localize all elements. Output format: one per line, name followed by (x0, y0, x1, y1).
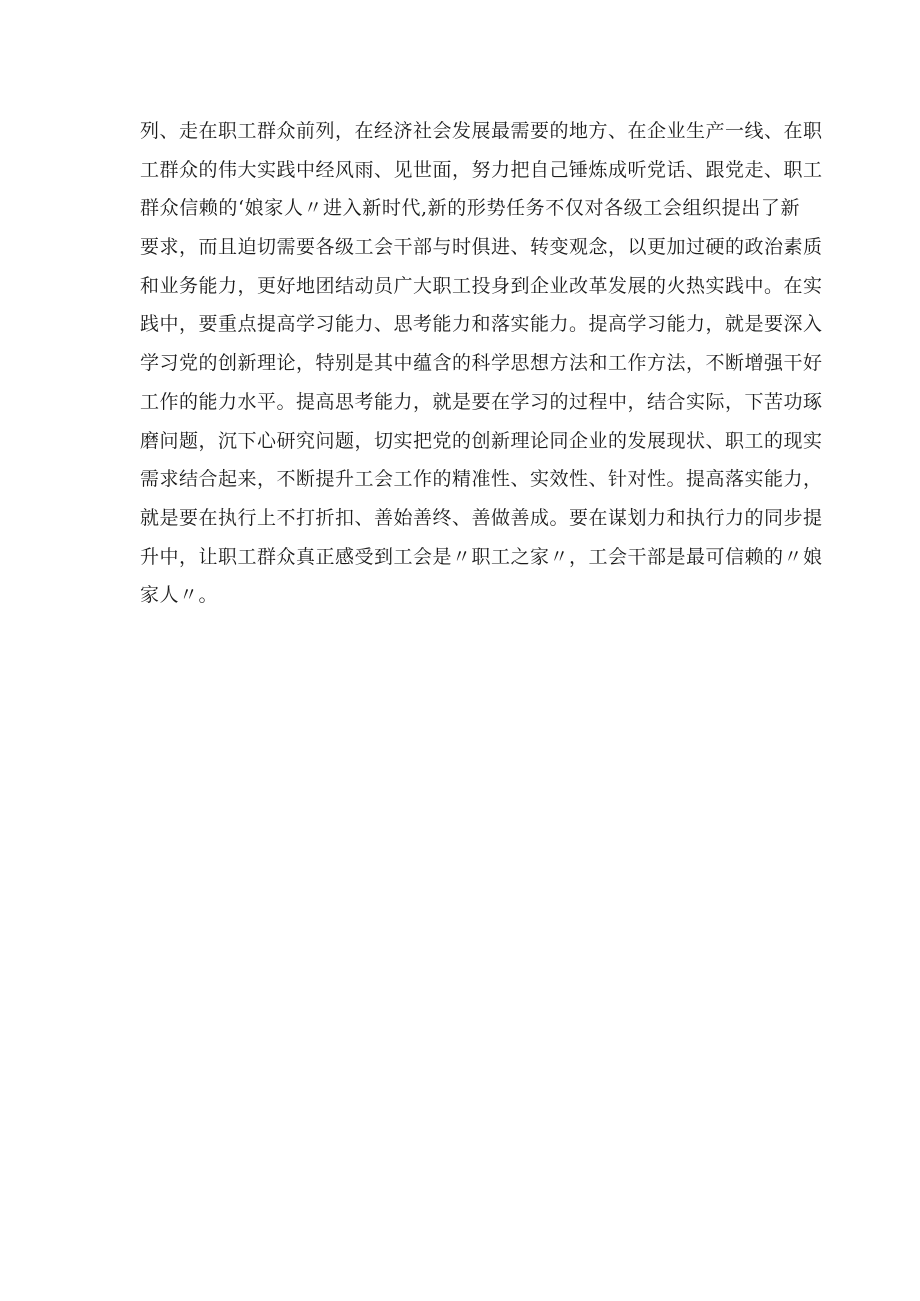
paragraph-line: 工作的能力水平。提高思考能力，就是要在学习的过程中，结合实际，下苦功琢 (140, 390, 823, 413)
body-paragraph (140, 112, 823, 615)
paragraph-line: 升中，让职工群众真正感受到工会是〃职工之家〃，工会干部是最可信赖的〃娘 (140, 545, 823, 568)
paragraph-line: 和业务能力，更好地团结动员广大职工投身到企业改革发展的火热实践中。在实 (140, 274, 823, 297)
paragraph-line: 要求，而且迫切需要各级工会干部与时俱进、转变观念，以更加过硬的政治素质 (140, 236, 823, 259)
paragraph-line: 磨问题，沉下心研究问题，切实把党的创新理论同企业的发展现状、职工的现实 (140, 429, 823, 452)
paragraph-line: 践中，要重点提高学习能力、思考能力和落实能力。提高学习能力，就是要深入 (140, 313, 823, 336)
paragraph-line: 学习党的创新理论，特别是其中蕴含的科学思想方法和工作方法，不断增强干好 (140, 352, 823, 375)
paragraph-line: 就是要在执行上不打折扣、善始善终、善做善成。要在谋划力和执行力的同步提 (140, 506, 823, 529)
paragraph-line: 家人〃。 (140, 584, 219, 607)
paragraph-line: 列、走在职工群众前列，在经济社会发展最需要的地方、在企业生产一线、在职 (140, 120, 823, 142)
paragraph-line: 需求结合起来，不断提升工会工作的精准性、实效性、针对性。提高落实能力， (140, 468, 823, 491)
paragraph-line: 工群众的伟大实践中经风雨、见世面，努力把自己锤炼成听党话、跟党走、职工 (140, 158, 823, 181)
paragraph-line: 群众信赖的‘娘家人〃进入新时代,新的形势任务不仅对各级工会组织提出了新 (140, 197, 800, 220)
